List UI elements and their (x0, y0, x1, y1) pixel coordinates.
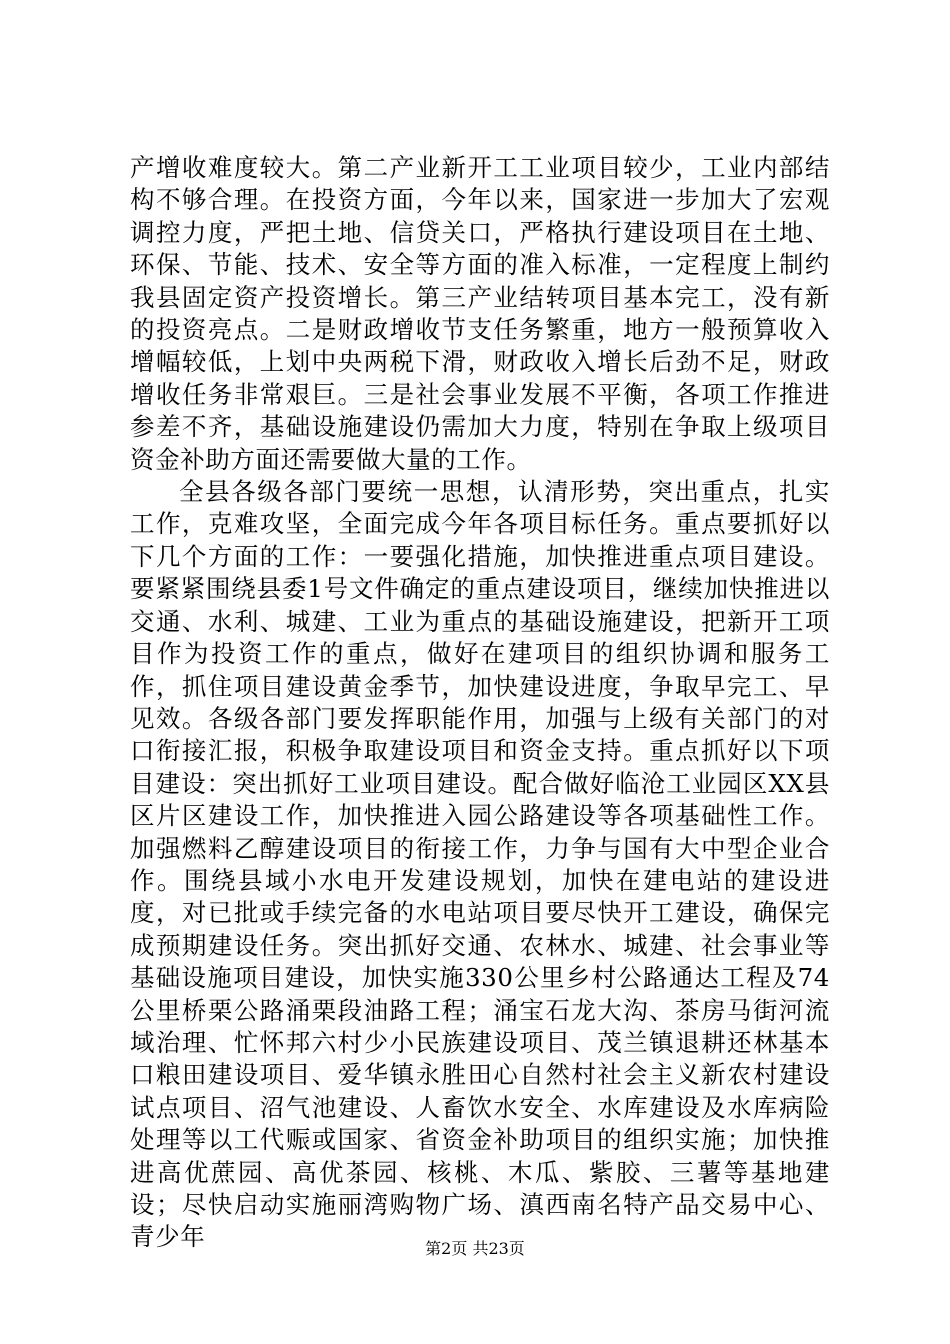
paragraph-2: 全县各级各部门要统一思想，认清形势，突出重点，扎实工作，克难攻坚，全面完成今年各项目标任务。重点要抓好以下几个方面的工作：一要强化措施，加快推进重点项目建设。要紧紧围绕县委1号文件确定的重点建设项目，继续加快推进以交通、水利、城建、工业为重点的基础设施建设，把新开工项目作为投资工作的重点，做好在建项目的组织协调和服务工作，抓住项目建设黄金季节，加快建设进度，争取早完工、早见效。各级各部门要发挥职能作用，加强与上级有关部门的对口衔接汇报，积极争取建设项目和资金支持。重点抓好以下项目建设：突出抓好工业项目建设。配合做好临沧工业园区XX县区片区建设工作，加快推进入园公路建设等各项基础性工作。加强燃料乙醇建设项目的衔接工作，力争与国有大中型企业合作。围绕县域小水电开发建设规划，加快在建电站的建设进度，对已批或手续完备的水电站项目要尽快开工建设，确保完成预期建设任务。突出抓好交通、农林水、城建、社会事业等基础设施项目建设，加快实施330公里乡村公路通达工程及74公里桥栗公路涌栗段油路工程；涌宝石龙大沟、茶房马街河流域治理、忙怀邦六村少小民族建设项目、茂兰镇退耕还林基本口粮田建设项目、爱华镇永胜田心自然村社会主义新农村建设试点项目、沼气池建设、人畜饮水安全、水库建设及水库病险处理等以工代赈或国家、省资金补助项目的组织实施；加快推进高优蔗园、高优茶园、核桃、木瓜、紫胶、三薯等基地建设；尽快启动实施丽湾购物广场、滇西南名特产品交易中心、青少年 (130, 477, 830, 1252)
page-number-footer: 第2页 共23页 (425, 1239, 525, 1258)
document-body (130, 152, 830, 1254)
paragraph-1: 产增收难度较大。第二产业新开工工业项目较少，工业内部结构不够合理。在投资方面，今年以来，国家进一步加大了宏观调控力度，严把土地、信贷关口，严格执行建设项目在土地、环保、节能、技术、安全等方面的准入标准，一定程度上制约我县固定资产投资增长。第三产业结转项目基本完工，没有新的投资亮点。二是财政增收节支任务繁重，地方一般预算收入增幅较低，上划中央两税下滑，财政收入增长后劲不足，财政增收任务非常艰巨。三是社会事业发展不平衡，各项工作推进参差不齐，基础设施建设仍需加大力度，特别在争取上级项目资金补助方面还需要做大量的工作。 (130, 153, 830, 474)
